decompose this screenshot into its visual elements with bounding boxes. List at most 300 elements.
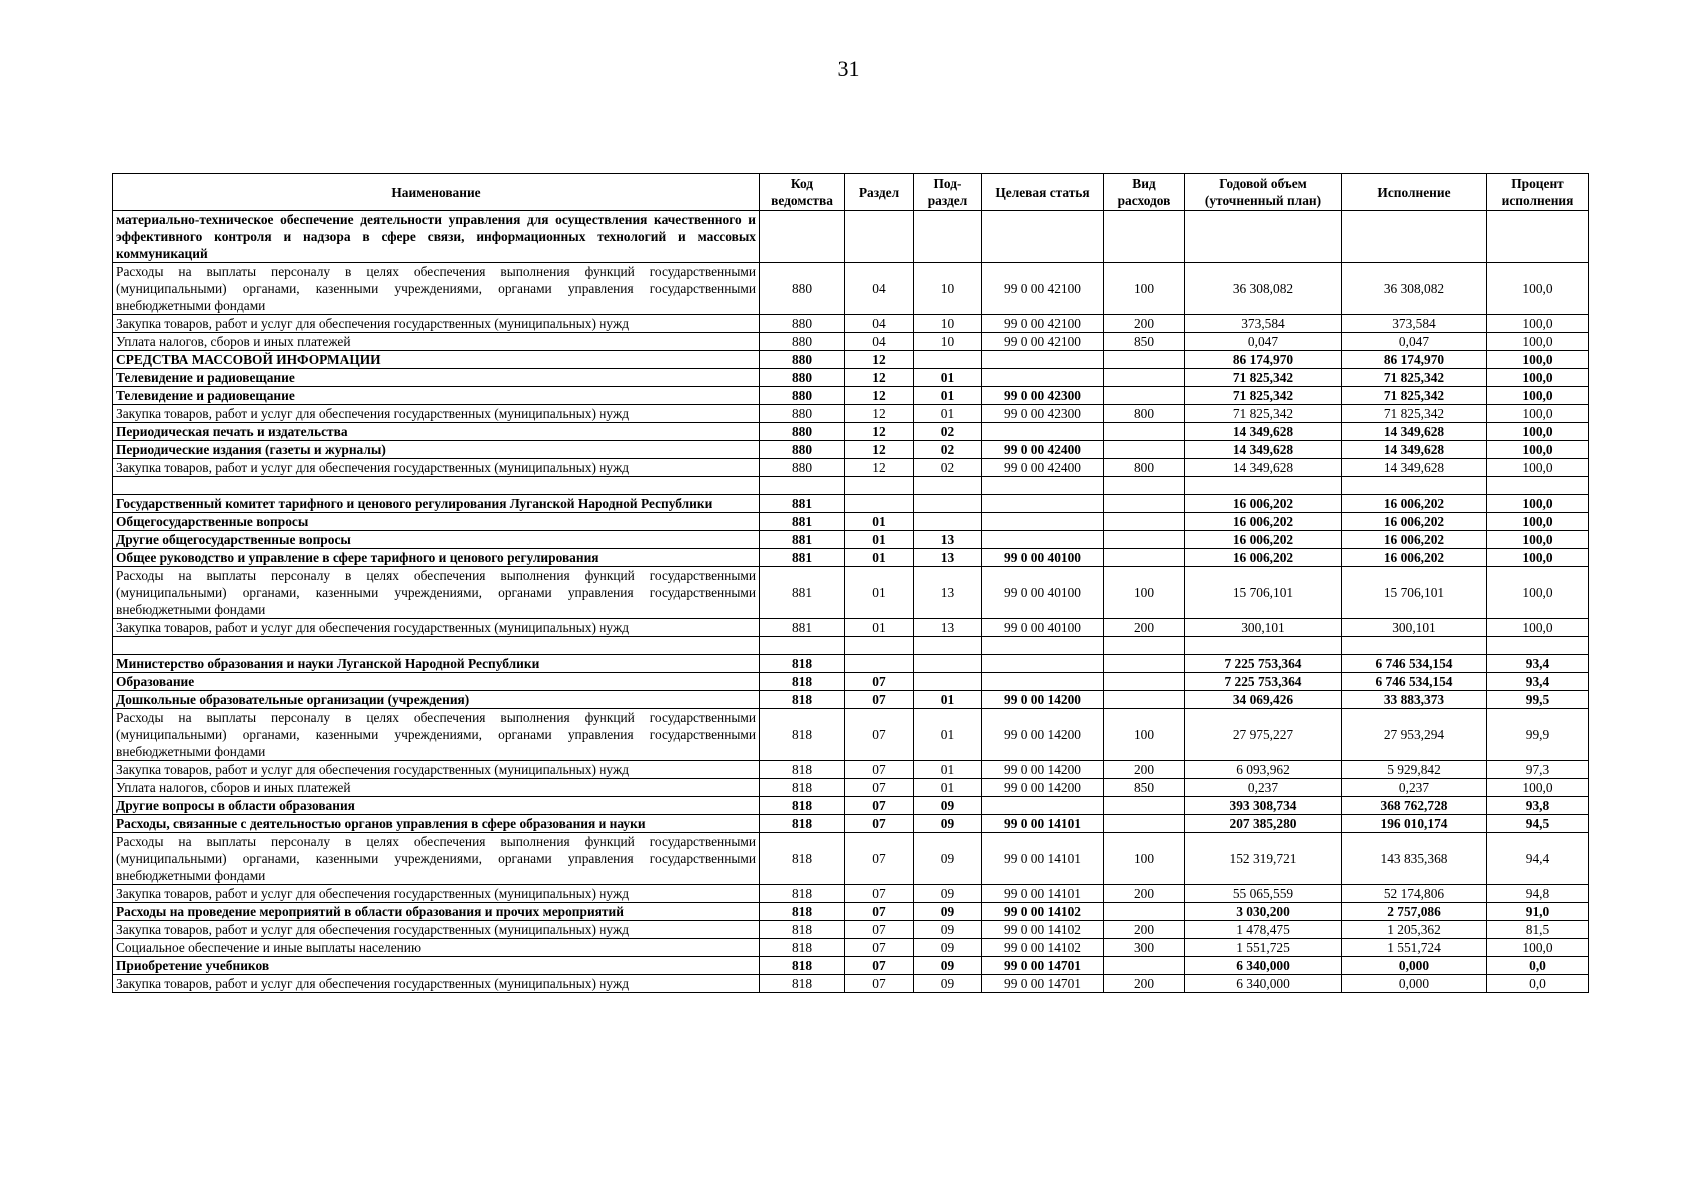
cell-subsection bbox=[914, 673, 982, 691]
cell-subsection bbox=[914, 351, 982, 369]
table-row bbox=[113, 619, 1589, 637]
cell-exec: 16 006,202 bbox=[1342, 531, 1487, 549]
cell-article: 99 0 00 14102 bbox=[982, 939, 1104, 957]
cell-article bbox=[982, 369, 1104, 387]
cell-name: Периодическая печать и издательства bbox=[113, 423, 760, 441]
cell-type bbox=[1104, 423, 1185, 441]
cell-article: 99 0 00 14200 bbox=[982, 709, 1104, 761]
cell-code: 881 bbox=[760, 549, 845, 567]
cell-section: 07 bbox=[845, 797, 914, 815]
table-row bbox=[113, 423, 1589, 441]
cell-type: 100 bbox=[1104, 263, 1185, 315]
cell-subsection bbox=[914, 211, 982, 263]
cell-exec: 300,101 bbox=[1342, 619, 1487, 637]
cell-exec: 1 551,724 bbox=[1342, 939, 1487, 957]
cell-code: 881 bbox=[760, 531, 845, 549]
cell-subsection: 09 bbox=[914, 797, 982, 815]
cell-section: 12 bbox=[845, 441, 914, 459]
cell-plan: 86 174,970 bbox=[1185, 351, 1342, 369]
cell-exec: 373,584 bbox=[1342, 315, 1487, 333]
cell-name: СРЕДСТВА МАССОВОЙ ИНФОРМАЦИИ bbox=[113, 351, 760, 369]
cell-type: 800 bbox=[1104, 459, 1185, 477]
cell-pct: 100,0 bbox=[1487, 423, 1589, 441]
cell-article: 99 0 00 42100 bbox=[982, 333, 1104, 351]
cell-code: 818 bbox=[760, 673, 845, 691]
cell-article bbox=[982, 531, 1104, 549]
cell-subsection: 10 bbox=[914, 315, 982, 333]
cell-exec bbox=[1342, 477, 1487, 495]
cell-name: Закупка товаров, работ и услуг для обеспечения государственных (муниципальных) нужд bbox=[113, 761, 760, 779]
cell-plan: 0,047 bbox=[1185, 333, 1342, 351]
cell-name: Приобретение учебников bbox=[113, 957, 760, 975]
cell-section: 07 bbox=[845, 975, 914, 993]
cell-name: Общее руководство и управление в сфере тарифного и ценового регулирования bbox=[113, 549, 760, 567]
cell-subsection: 09 bbox=[914, 939, 982, 957]
cell-subsection bbox=[914, 477, 982, 495]
table-row bbox=[113, 673, 1589, 691]
cell-code: 818 bbox=[760, 939, 845, 957]
cell-pct: 99,9 bbox=[1487, 709, 1589, 761]
cell-pct: 0,0 bbox=[1487, 957, 1589, 975]
cell-exec bbox=[1342, 211, 1487, 263]
cell-article: 99 0 00 40100 bbox=[982, 619, 1104, 637]
cell-exec: 6 746 534,154 bbox=[1342, 655, 1487, 673]
cell-article bbox=[982, 673, 1104, 691]
cell-section: 01 bbox=[845, 567, 914, 619]
cell-section: 07 bbox=[845, 779, 914, 797]
header-type: Вид расходов bbox=[1104, 174, 1185, 211]
cell-subsection: 01 bbox=[914, 387, 982, 405]
table-row bbox=[113, 263, 1589, 315]
cell-plan: 71 825,342 bbox=[1185, 369, 1342, 387]
table-row bbox=[113, 655, 1589, 673]
cell-name: Министерство образования и науки Луганской Народной Республики bbox=[113, 655, 760, 673]
cell-pct: 94,8 bbox=[1487, 885, 1589, 903]
cell-code: 880 bbox=[760, 315, 845, 333]
cell-pct: 100,0 bbox=[1487, 495, 1589, 513]
cell-plan: 6 093,962 bbox=[1185, 761, 1342, 779]
cell-section bbox=[845, 655, 914, 673]
cell-article: 99 0 00 40100 bbox=[982, 567, 1104, 619]
cell-article bbox=[982, 637, 1104, 655]
cell-name: Закупка товаров, работ и услуг для обеспечения государственных (муниципальных) нужд bbox=[113, 315, 760, 333]
cell-pct: 100,0 bbox=[1487, 387, 1589, 405]
cell-subsection: 09 bbox=[914, 921, 982, 939]
table-row bbox=[113, 405, 1589, 423]
cell-plan: 16 006,202 bbox=[1185, 495, 1342, 513]
header-exec: Исполнение bbox=[1342, 174, 1487, 211]
cell-pct: 99,5 bbox=[1487, 691, 1589, 709]
cell-subsection: 01 bbox=[914, 779, 982, 797]
cell-name: Уплата налогов, сборов и иных платежей bbox=[113, 333, 760, 351]
cell-pct: 100,0 bbox=[1487, 619, 1589, 637]
cell-code: 880 bbox=[760, 387, 845, 405]
cell-subsection: 01 bbox=[914, 405, 982, 423]
cell-exec: 143 835,368 bbox=[1342, 833, 1487, 885]
table-row bbox=[113, 333, 1589, 351]
cell-code: 818 bbox=[760, 691, 845, 709]
cell-exec: 16 006,202 bbox=[1342, 549, 1487, 567]
cell-subsection: 09 bbox=[914, 833, 982, 885]
cell-code bbox=[760, 211, 845, 263]
table-row bbox=[113, 477, 1589, 495]
cell-exec: 15 706,101 bbox=[1342, 567, 1487, 619]
cell-name: Закупка товаров, работ и услуг для обеспечения государственных (муниципальных) нужд bbox=[113, 459, 760, 477]
table-row bbox=[113, 797, 1589, 815]
cell-article bbox=[982, 211, 1104, 263]
cell-exec: 0,000 bbox=[1342, 957, 1487, 975]
cell-exec: 0,047 bbox=[1342, 333, 1487, 351]
cell-subsection: 13 bbox=[914, 531, 982, 549]
cell-pct: 0,0 bbox=[1487, 975, 1589, 993]
table-row bbox=[113, 637, 1589, 655]
cell-name: Другие вопросы в области образования bbox=[113, 797, 760, 815]
cell-subsection bbox=[914, 637, 982, 655]
cell-section: 12 bbox=[845, 351, 914, 369]
cell-plan: 207 385,280 bbox=[1185, 815, 1342, 833]
cell-section bbox=[845, 495, 914, 513]
cell-section: 04 bbox=[845, 315, 914, 333]
cell-section: 07 bbox=[845, 833, 914, 885]
cell-subsection: 01 bbox=[914, 691, 982, 709]
cell-code: 818 bbox=[760, 957, 845, 975]
cell-code: 818 bbox=[760, 815, 845, 833]
cell-exec: 16 006,202 bbox=[1342, 513, 1487, 531]
header-name: Наименование bbox=[113, 174, 760, 211]
cell-article: 99 0 00 14101 bbox=[982, 815, 1104, 833]
cell-code: 818 bbox=[760, 779, 845, 797]
cell-code: 881 bbox=[760, 567, 845, 619]
cell-exec: 71 825,342 bbox=[1342, 369, 1487, 387]
cell-article: 99 0 00 14101 bbox=[982, 833, 1104, 885]
table-row bbox=[113, 957, 1589, 975]
cell-section: 12 bbox=[845, 423, 914, 441]
cell-pct: 100,0 bbox=[1487, 567, 1589, 619]
cell-type: 200 bbox=[1104, 315, 1185, 333]
cell-type bbox=[1104, 211, 1185, 263]
cell-plan: 300,101 bbox=[1185, 619, 1342, 637]
cell-type bbox=[1104, 673, 1185, 691]
cell-name: Уплата налогов, сборов и иных платежей bbox=[113, 779, 760, 797]
header-section: Раздел bbox=[845, 174, 914, 211]
cell-name: Закупка товаров, работ и услуг для обеспечения государственных (муниципальных) нужд bbox=[113, 885, 760, 903]
cell-plan: 393 308,734 bbox=[1185, 797, 1342, 815]
cell-name: Другие общегосударственные вопросы bbox=[113, 531, 760, 549]
cell-type: 200 bbox=[1104, 885, 1185, 903]
cell-type bbox=[1104, 815, 1185, 833]
cell-code: 880 bbox=[760, 333, 845, 351]
cell-name: Государственный комитет тарифного и ценового регулирования Луганской Народной Республики bbox=[113, 495, 760, 513]
cell-code: 881 bbox=[760, 495, 845, 513]
cell-article: 99 0 00 42100 bbox=[982, 315, 1104, 333]
cell-pct: 100,0 bbox=[1487, 369, 1589, 387]
cell-exec: 36 308,082 bbox=[1342, 263, 1487, 315]
cell-code: 818 bbox=[760, 903, 845, 921]
cell-subsection bbox=[914, 513, 982, 531]
cell-article: 99 0 00 42100 bbox=[982, 263, 1104, 315]
table-row bbox=[113, 495, 1589, 513]
cell-subsection: 09 bbox=[914, 975, 982, 993]
cell-subsection: 13 bbox=[914, 567, 982, 619]
cell-exec: 33 883,373 bbox=[1342, 691, 1487, 709]
cell-pct bbox=[1487, 637, 1589, 655]
cell-plan: 6 340,000 bbox=[1185, 975, 1342, 993]
cell-subsection: 01 bbox=[914, 709, 982, 761]
cell-name: Закупка товаров, работ и услуг для обеспечения государственных (муниципальных) нужд bbox=[113, 921, 760, 939]
cell-exec: 6 746 534,154 bbox=[1342, 673, 1487, 691]
table-row bbox=[113, 691, 1589, 709]
cell-type: 200 bbox=[1104, 975, 1185, 993]
cell-type: 800 bbox=[1104, 405, 1185, 423]
cell-plan: 16 006,202 bbox=[1185, 549, 1342, 567]
cell-pct: 93,4 bbox=[1487, 673, 1589, 691]
cell-name: Расходы, связанные с деятельностью органов управления в сфере образования и науки bbox=[113, 815, 760, 833]
table-row bbox=[113, 939, 1589, 957]
cell-pct: 91,0 bbox=[1487, 903, 1589, 921]
cell-pct: 100,0 bbox=[1487, 513, 1589, 531]
cell-plan: 16 006,202 bbox=[1185, 531, 1342, 549]
table-row bbox=[113, 885, 1589, 903]
cell-article bbox=[982, 477, 1104, 495]
cell-subsection: 02 bbox=[914, 423, 982, 441]
table-row bbox=[113, 351, 1589, 369]
cell-type bbox=[1104, 387, 1185, 405]
cell-section bbox=[845, 477, 914, 495]
cell-code: 880 bbox=[760, 263, 845, 315]
cell-code: 881 bbox=[760, 513, 845, 531]
cell-article bbox=[982, 797, 1104, 815]
cell-section: 07 bbox=[845, 691, 914, 709]
cell-pct: 100,0 bbox=[1487, 531, 1589, 549]
cell-pct: 100,0 bbox=[1487, 779, 1589, 797]
header-subsection: Под-раздел bbox=[914, 174, 982, 211]
cell-exec: 196 010,174 bbox=[1342, 815, 1487, 833]
cell-section: 12 bbox=[845, 387, 914, 405]
cell-type: 850 bbox=[1104, 779, 1185, 797]
cell-name: Закупка товаров, работ и услуг для обеспечения государственных (муниципальных) нужд bbox=[113, 975, 760, 993]
cell-exec: 0,237 bbox=[1342, 779, 1487, 797]
header-plan: Годовой объем (уточненный план) bbox=[1185, 174, 1342, 211]
cell-type: 300 bbox=[1104, 939, 1185, 957]
cell-code: 880 bbox=[760, 351, 845, 369]
cell-section: 01 bbox=[845, 513, 914, 531]
cell-plan: 7 225 753,364 bbox=[1185, 673, 1342, 691]
cell-name: Расходы на выплаты персоналу в целях обеспечения выполнения функций государственными (муниципальными) органами, казенными учреждениями, органами управления государственными внебюджетными фондами bbox=[113, 833, 760, 885]
table-row bbox=[113, 369, 1589, 387]
cell-subsection: 10 bbox=[914, 333, 982, 351]
cell-name: Периодические издания (газеты и журналы) bbox=[113, 441, 760, 459]
cell-plan: 6 340,000 bbox=[1185, 957, 1342, 975]
table-row bbox=[113, 531, 1589, 549]
cell-pct: 93,4 bbox=[1487, 655, 1589, 673]
cell-type bbox=[1104, 903, 1185, 921]
cell-type bbox=[1104, 549, 1185, 567]
table-row bbox=[113, 779, 1589, 797]
cell-type bbox=[1104, 957, 1185, 975]
cell-plan: 14 349,628 bbox=[1185, 459, 1342, 477]
cell-subsection: 10 bbox=[914, 263, 982, 315]
cell-subsection: 09 bbox=[914, 815, 982, 833]
header-article: Целевая статья bbox=[982, 174, 1104, 211]
cell-type: 850 bbox=[1104, 333, 1185, 351]
cell-article: 99 0 00 14102 bbox=[982, 903, 1104, 921]
cell-plan bbox=[1185, 211, 1342, 263]
budget-table bbox=[112, 173, 1589, 993]
cell-type bbox=[1104, 495, 1185, 513]
cell-pct: 100,0 bbox=[1487, 263, 1589, 315]
cell-article: 99 0 00 14701 bbox=[982, 957, 1104, 975]
cell-name: Телевидение и радиовещание bbox=[113, 387, 760, 405]
cell-type bbox=[1104, 441, 1185, 459]
cell-name: материально-техническое обеспечение деятельности управления для осуществления качественного и эффективного контроля и надзора в сфере связи, информационных технологий и массовых коммуникаций bbox=[113, 211, 760, 263]
cell-exec: 0,000 bbox=[1342, 975, 1487, 993]
cell-subsection bbox=[914, 495, 982, 513]
cell-pct: 100,0 bbox=[1487, 939, 1589, 957]
cell-exec: 1 205,362 bbox=[1342, 921, 1487, 939]
cell-plan: 71 825,342 bbox=[1185, 387, 1342, 405]
cell-name: Образование bbox=[113, 673, 760, 691]
table-row bbox=[113, 567, 1589, 619]
cell-name: Закупка товаров, работ и услуг для обеспечения государственных (муниципальных) нужд bbox=[113, 405, 760, 423]
cell-plan: 15 706,101 bbox=[1185, 567, 1342, 619]
cell-code: 880 bbox=[760, 423, 845, 441]
cell-section: 04 bbox=[845, 333, 914, 351]
cell-section bbox=[845, 637, 914, 655]
table-row bbox=[113, 441, 1589, 459]
page-number: 31 bbox=[837, 56, 860, 81]
table-row bbox=[113, 761, 1589, 779]
cell-article bbox=[982, 495, 1104, 513]
cell-pct bbox=[1487, 477, 1589, 495]
cell-name bbox=[113, 637, 760, 655]
cell-plan: 0,237 bbox=[1185, 779, 1342, 797]
cell-pct bbox=[1487, 211, 1589, 263]
cell-article: 99 0 00 42300 bbox=[982, 405, 1104, 423]
cell-type bbox=[1104, 637, 1185, 655]
cell-name: Телевидение и радиовещание bbox=[113, 369, 760, 387]
cell-code: 818 bbox=[760, 761, 845, 779]
cell-code: 818 bbox=[760, 885, 845, 903]
cell-section: 12 bbox=[845, 459, 914, 477]
cell-name: Общегосударственные вопросы bbox=[113, 513, 760, 531]
cell-pct: 100,0 bbox=[1487, 333, 1589, 351]
cell-plan: 14 349,628 bbox=[1185, 423, 1342, 441]
cell-subsection: 09 bbox=[914, 957, 982, 975]
cell-pct: 100,0 bbox=[1487, 549, 1589, 567]
cell-name: Расходы на выплаты персоналу в целях обеспечения выполнения функций государственными (муниципальными) органами, казенными учреждениями, органами управления государственными внебюджетными фондами bbox=[113, 263, 760, 315]
cell-article: 99 0 00 42300 bbox=[982, 387, 1104, 405]
cell-plan: 7 225 753,364 bbox=[1185, 655, 1342, 673]
cell-subsection: 13 bbox=[914, 619, 982, 637]
cell-type bbox=[1104, 531, 1185, 549]
cell-article bbox=[982, 351, 1104, 369]
cell-plan: 14 349,628 bbox=[1185, 441, 1342, 459]
cell-type bbox=[1104, 797, 1185, 815]
cell-article: 99 0 00 14200 bbox=[982, 691, 1104, 709]
cell-pct: 100,0 bbox=[1487, 351, 1589, 369]
cell-exec: 71 825,342 bbox=[1342, 405, 1487, 423]
cell-article bbox=[982, 513, 1104, 531]
cell-section: 07 bbox=[845, 921, 914, 939]
cell-section: 07 bbox=[845, 885, 914, 903]
cell-pct: 97,3 bbox=[1487, 761, 1589, 779]
table-row bbox=[113, 815, 1589, 833]
cell-article: 99 0 00 42400 bbox=[982, 459, 1104, 477]
table-row bbox=[113, 513, 1589, 531]
table-header bbox=[113, 174, 1589, 211]
cell-plan: 16 006,202 bbox=[1185, 513, 1342, 531]
cell-section: 12 bbox=[845, 405, 914, 423]
cell-type bbox=[1104, 369, 1185, 387]
cell-pct: 100,0 bbox=[1487, 459, 1589, 477]
cell-code: 818 bbox=[760, 921, 845, 939]
cell-section: 07 bbox=[845, 673, 914, 691]
cell-exec: 71 825,342 bbox=[1342, 387, 1487, 405]
cell-exec: 14 349,628 bbox=[1342, 459, 1487, 477]
cell-article bbox=[982, 655, 1104, 673]
cell-exec: 16 006,202 bbox=[1342, 495, 1487, 513]
cell-type: 200 bbox=[1104, 921, 1185, 939]
cell-section: 07 bbox=[845, 709, 914, 761]
cell-pct: 100,0 bbox=[1487, 441, 1589, 459]
cell-pct: 94,5 bbox=[1487, 815, 1589, 833]
cell-code: 818 bbox=[760, 975, 845, 993]
table-row bbox=[113, 387, 1589, 405]
cell-code: 881 bbox=[760, 619, 845, 637]
cell-name: Расходы на выплаты персоналу в целях обеспечения выполнения функций государственными (муниципальными) органами, казенными учреждениями, органами управления государственными внебюджетными фондами bbox=[113, 709, 760, 761]
table-row bbox=[113, 549, 1589, 567]
cell-plan: 373,584 bbox=[1185, 315, 1342, 333]
cell-plan: 1 551,725 bbox=[1185, 939, 1342, 957]
cell-exec bbox=[1342, 637, 1487, 655]
cell-name: Социальное обеспечение и иные выплаты населению bbox=[113, 939, 760, 957]
cell-exec: 5 929,842 bbox=[1342, 761, 1487, 779]
cell-article: 99 0 00 14701 bbox=[982, 975, 1104, 993]
cell-type: 100 bbox=[1104, 833, 1185, 885]
header-code: Код ведомства bbox=[760, 174, 845, 211]
cell-subsection bbox=[914, 655, 982, 673]
cell-subsection: 02 bbox=[914, 441, 982, 459]
cell-article: 99 0 00 40100 bbox=[982, 549, 1104, 567]
cell-type: 200 bbox=[1104, 761, 1185, 779]
cell-exec: 27 953,294 bbox=[1342, 709, 1487, 761]
cell-subsection: 01 bbox=[914, 369, 982, 387]
cell-section: 01 bbox=[845, 531, 914, 549]
cell-plan: 1 478,475 bbox=[1185, 921, 1342, 939]
cell-plan bbox=[1185, 637, 1342, 655]
cell-section: 07 bbox=[845, 939, 914, 957]
cell-code: 818 bbox=[760, 833, 845, 885]
cell-code bbox=[760, 637, 845, 655]
cell-code: 818 bbox=[760, 709, 845, 761]
cell-type bbox=[1104, 691, 1185, 709]
cell-exec: 86 174,970 bbox=[1342, 351, 1487, 369]
cell-name: Расходы на проведение мероприятий в области образования и прочих мероприятий bbox=[113, 903, 760, 921]
cell-plan: 71 825,342 bbox=[1185, 405, 1342, 423]
table-row bbox=[113, 975, 1589, 993]
cell-name: Дошкольные образовательные организации (учреждения) bbox=[113, 691, 760, 709]
cell-section: 07 bbox=[845, 761, 914, 779]
cell-section: 07 bbox=[845, 815, 914, 833]
cell-article: 99 0 00 14200 bbox=[982, 779, 1104, 797]
cell-plan bbox=[1185, 477, 1342, 495]
cell-plan: 27 975,227 bbox=[1185, 709, 1342, 761]
cell-type: 100 bbox=[1104, 709, 1185, 761]
cell-type: 100 bbox=[1104, 567, 1185, 619]
table-body bbox=[113, 211, 1589, 993]
cell-section: 12 bbox=[845, 369, 914, 387]
cell-section: 01 bbox=[845, 619, 914, 637]
